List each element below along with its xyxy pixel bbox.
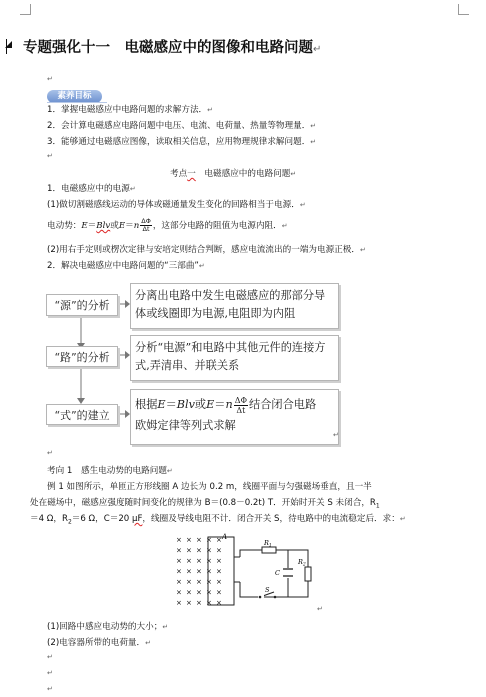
field-cross: × bbox=[206, 578, 212, 586]
svg-text:C: C bbox=[275, 569, 280, 577]
objectives-badge: 素养目标 bbox=[47, 90, 102, 103]
field-cross: × bbox=[206, 599, 212, 607]
point-heading: 考点一 电磁感应中的电路问题↵ bbox=[170, 169, 297, 179]
circuit-diagram bbox=[170, 532, 320, 612]
svg-text:R2: $R_2$ bbox=[298, 558, 306, 568]
objective-3: 3．能够通过电磁感应图像，读取相关信息，应用物理规律求解问题．↵ bbox=[47, 137, 317, 147]
topic-heading: 考向 1 感生电动势的电路问题↵ bbox=[47, 466, 173, 476]
paragraph-mark: ↵ bbox=[47, 685, 53, 693]
field-cross: × bbox=[176, 578, 182, 586]
emf-fraction: $\frac{\Delta\Phi}{\Delta t}$ bbox=[141, 217, 151, 233]
paragraph-mark: ↵ bbox=[47, 669, 53, 677]
field-cross: × bbox=[186, 578, 192, 586]
example-line-3: ＝4 Ω，$R_2=6$ Ω，C＝20 μF，线圈及导线电阻不计．闭合开关 S，待电路中的电流稳定后．求：↵ bbox=[30, 514, 406, 526]
field-cross: × bbox=[186, 588, 192, 597]
field-cross: × bbox=[186, 567, 192, 576]
field-cross: × bbox=[196, 536, 202, 544]
field-cross: × bbox=[206, 557, 212, 565]
field-cross: × bbox=[176, 588, 182, 597]
field-cross: × bbox=[206, 567, 212, 576]
svg-text:S: S bbox=[265, 586, 270, 594]
paragraph-mark: ↵ bbox=[47, 449, 53, 457]
field-cross: × bbox=[186, 557, 192, 565]
field-cross: × bbox=[206, 546, 212, 555]
field-cross: × bbox=[186, 599, 192, 607]
emf-formula-line: 电动势：E＝Blv或E＝n $\frac{\Delta\Phi}{\Delta t}$ ，这部分电路的阻值为电源内阻．↵ bbox=[47, 217, 288, 233]
paragraph-mark: ↵ bbox=[47, 653, 53, 661]
field-cross: × bbox=[196, 599, 202, 607]
field-cross: × bbox=[176, 546, 182, 555]
flow-detail-source: 分离出电路中发生电磁感应的那部分导 体或线圈即为电源,电阻即为内阻 bbox=[130, 283, 339, 329]
field-cross: × bbox=[216, 546, 222, 555]
objective-1: 1．掌握电磁感应中电路问题的求解方法．↵ bbox=[47, 105, 214, 115]
flow-detail-equation: 根据E＝Blv或E＝n $\frac{\Delta\Phi}{\Delta t}$ 结合闭合电路 欧姆定律等列式求解 bbox=[130, 389, 339, 445]
field-cross: × bbox=[176, 557, 182, 565]
magnetic-field-crosses bbox=[176, 536, 222, 607]
field-cross: × bbox=[206, 536, 212, 544]
section-1-heading: 1．电磁感应中的电源↵ bbox=[47, 184, 136, 194]
question-2: (2)电容器所带的电荷量．↵ bbox=[47, 638, 151, 648]
field-cross: × bbox=[216, 599, 222, 607]
field-cross: × bbox=[176, 536, 182, 544]
resistor-R2 bbox=[305, 567, 311, 581]
field-cross: × bbox=[196, 567, 202, 576]
question-1: (1)回路中感应电动势的大小；↵ bbox=[47, 622, 169, 632]
page-title: 专题强化十一 电磁感应中的图像和电路问题↵ bbox=[6, 36, 321, 57]
flow-label-circuit: “路”的分析 bbox=[46, 346, 118, 367]
objective-2: 2．会计算电磁感应电路问题中电压、电流、电荷量、热量等物理量．↵ bbox=[47, 121, 317, 131]
field-cross: × bbox=[216, 578, 222, 586]
section-1-item-2: (2)用右手定则或楞次定律与安培定则结合判断，感应电流流出的一端为电源正极．↵ bbox=[47, 245, 366, 255]
field-cross: × bbox=[176, 567, 182, 576]
field-cross: × bbox=[176, 599, 182, 607]
field-cross: × bbox=[216, 567, 222, 576]
paragraph-mark: ↵ bbox=[333, 431, 339, 439]
field-cross: × bbox=[216, 588, 222, 597]
svg-text:A: A bbox=[222, 533, 228, 541]
paragraph-mark: ↵ bbox=[317, 605, 323, 613]
field-cross: × bbox=[196, 578, 202, 586]
field-cross: × bbox=[196, 557, 202, 565]
example-line-2: 处在磁场中，磁感应强度随时间变化的规律为 B＝(0.8－0.2t) T．开始时开关 S 未闭合，$R_1$ bbox=[30, 498, 380, 510]
field-cross: × bbox=[196, 546, 202, 555]
flow-label-equation: “式”的建立 bbox=[46, 404, 118, 425]
paragraph-mark: ↵ bbox=[47, 75, 53, 83]
flow-label-source: “源”的分析 bbox=[46, 294, 118, 316]
example-line-1: 例 1 如图所示，单匝正方形线圈 A 边长为 0.2 m，线圈平面与匀强磁场垂直，且一半 bbox=[47, 482, 372, 492]
field-cross: × bbox=[216, 557, 222, 565]
field-cross: × bbox=[186, 536, 192, 544]
field-cross: × bbox=[216, 536, 222, 544]
section-2-heading: 2．解决电磁感应中电路问题的“三部曲”↵ bbox=[47, 261, 205, 271]
field-cross: × bbox=[196, 588, 202, 597]
field-cross: × bbox=[186, 546, 192, 555]
section-1-item-1: (1)做切割磁感线运动的导体或磁通量发生变化的回路相当于电源．↵ bbox=[47, 200, 306, 210]
flow-detail-circuit: 分析“电源”和电路中其他元件的连接方 式,弄清串、并联关系 bbox=[130, 335, 339, 381]
svg-text:R1: $R_1$ bbox=[264, 539, 272, 549]
field-cross: × bbox=[206, 588, 212, 597]
paragraph-mark: ↵ bbox=[47, 152, 53, 160]
